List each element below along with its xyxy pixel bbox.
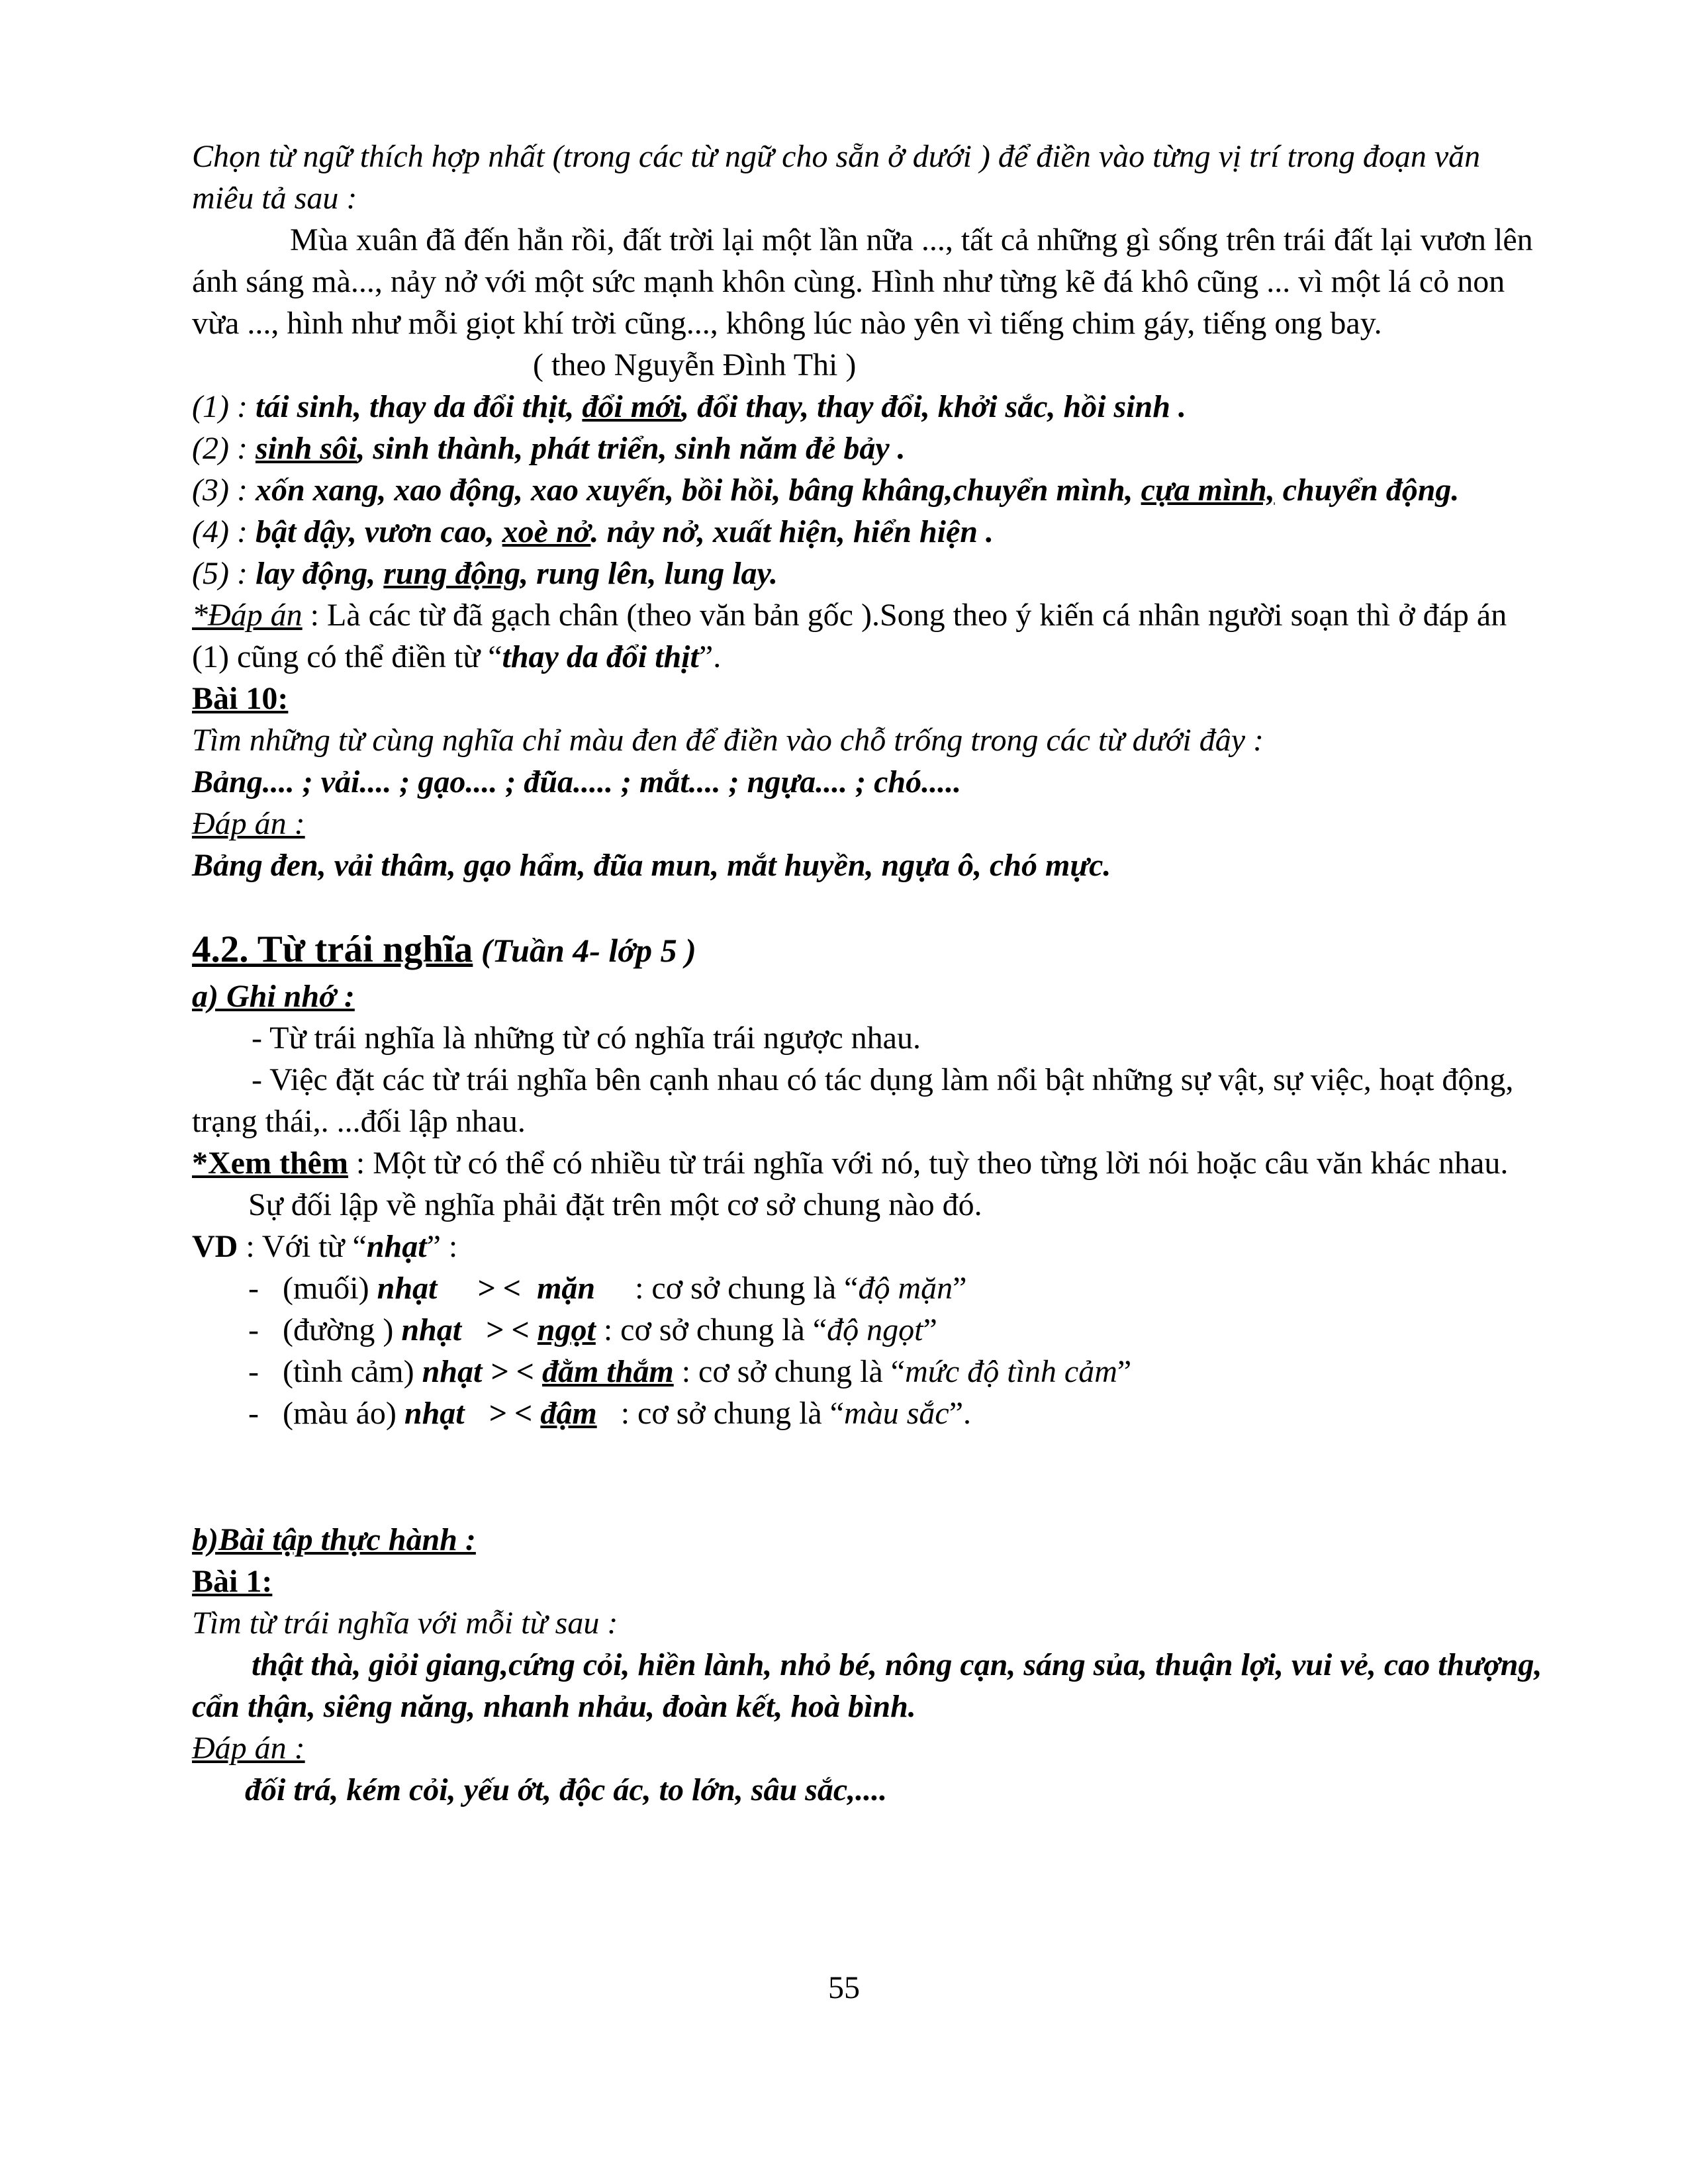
ex10-prompt: Tìm những từ cùng nghĩa chỉ màu đen để điền vào chỗ trống trong các từ dưới đây : (192, 723, 1264, 758)
vd-4-post: : cơ sở chung là “ (596, 1396, 845, 1431)
ex10-heading: Bài 10: (192, 681, 289, 716)
vd-tail: ” : (426, 1229, 458, 1264)
ex9-passage: Mùa xuân đã đến hẳn rồi, đất trời lại một lần nữa ..., tất cả những gì sống trên trái đất lại vươn lên ánh sáng mà..., nảy nở với một sức mạnh khôn cùng. Hình như từng kẽ đá khô cũng ... vì một lá cỏ non vừa ..., hình như mỗi giọt khí trời cũng..., không lúc nào yên vì tiếng chim gáy, tiếng ong bay. (192, 222, 1533, 341)
page-number: 55 (828, 1970, 860, 2005)
section-title: 4.2. Từ trái nghĩa (192, 929, 473, 970)
basis-note: Sự đối lập về nghĩa phải đặt trên một cơ sở chung nào đó. (248, 1187, 982, 1222)
option-5-after: , rung lên, lung lay. (520, 556, 778, 591)
vd-3-relation: > < (482, 1354, 543, 1389)
bai-1-words: thật thà, giỏi giang,cứng cỏi, hiền lành, nhỏ bé, nông cạn, sáng sủa, thuận lợi, vui vẻ, cao thượng, cẩn thận, siêng năng, nhanh nhảu, đoàn kết, hoà bình. (192, 1647, 1542, 1724)
vd-2-word: nhạt (401, 1312, 462, 1347)
ex9-answer-text: : Là các từ đã gạch chân (theo văn bản gốc ).Song theo ý kiến cá nhân người soạn thì ở đáp án (1) cũng có thể điền từ “ (192, 598, 1507, 674)
bai-1-prompt: Tìm từ trái nghĩa với mỗi từ sau : (192, 1606, 618, 1641)
option-5-sep: : (228, 556, 256, 591)
option-4-underlined-answer: xoè nở (502, 514, 591, 549)
xem-them-note (192, 1142, 1546, 1184)
vd-3-basis: mức độ tình cảm (905, 1354, 1117, 1389)
bai-1-heading: Bài 1: (192, 1564, 273, 1599)
option-4-sep: : (228, 514, 256, 549)
option-2-label: (2) (192, 431, 229, 466)
vd-4-antonym: đậm (540, 1396, 597, 1431)
practice-heading: b)Bài tập thực hành : (192, 1522, 476, 1557)
vd-line (192, 1226, 1546, 1267)
ex9-option-5 (192, 553, 1546, 594)
vd-1-relation: > < (437, 1271, 538, 1306)
option-1-before: tái sinh, thay da đổi thịt, (255, 389, 583, 424)
ex9-option-1 (192, 386, 1546, 428)
vd-2-end: ” (923, 1312, 937, 1347)
option-5-label: (5) (192, 556, 229, 591)
option-2-underlined-answer: sinh sôi (255, 431, 357, 466)
vd-4-end: ”. (949, 1396, 971, 1431)
option-4-before: bật dậy, vươn cao, (255, 514, 502, 549)
option-4-after: . nảy nở, xuất hiện, hiển hiện . (590, 514, 994, 549)
section-subtitle: (Tuần 4- lớp 5 ) (473, 932, 696, 969)
ex10-blanks: Bảng.... ; vải.... ; gạo.... ; đũa..... ; mắt.... ; ngựa.... ; chó..... (192, 764, 962, 799)
vd-2-post: : cơ sở chung là “ (595, 1312, 827, 1347)
vd-example-2 (192, 1309, 1546, 1351)
vd-2-antonym: ngọt (537, 1312, 596, 1347)
vd-4-pre: - (màu áo) (248, 1396, 404, 1431)
ex9-answer-label: *Đáp án (192, 598, 303, 633)
ex9-attribution: ( theo Nguyễn Đình Thi ) (533, 347, 857, 383)
section-4-2-heading (192, 925, 1546, 976)
vd-example-1 (192, 1267, 1546, 1309)
vd-example-4 (192, 1392, 1546, 1434)
ghi-nho-point-2: - Việc đặt các từ trái nghĩa bên cạnh nhau có tác dụng làm nổi bật những sự vật, sự việc, hoạt động, trạng thái,. ...đối lập nhau. (192, 1062, 1514, 1139)
ex10-answer-label: Đáp án : (192, 806, 305, 841)
vd-4-word: nhạt (404, 1396, 465, 1431)
vd-1-pre: - (muối) (248, 1271, 377, 1306)
option-1-sep: : (228, 389, 256, 424)
vd-1-basis: độ mặn (858, 1271, 953, 1306)
option-3-underlined-answer: cựa mình, (1141, 473, 1275, 508)
ghi-nho-point-1: - Từ trái nghĩa là những từ có nghĩa trái ngược nhau. (252, 1021, 921, 1056)
vd-3-end: ” (1117, 1354, 1132, 1389)
xem-them-label: *Xem thêm (192, 1146, 348, 1181)
option-3-label: (3) (192, 473, 229, 508)
ghi-nho-heading: a) Ghi nhớ : (192, 979, 355, 1014)
option-1-label: (1) (192, 389, 229, 424)
option-5-before: lay động, (255, 556, 384, 591)
vd-4-basis: màu sắc (844, 1396, 949, 1431)
option-3-sep: : (228, 473, 256, 508)
vd-2-relation: > < (461, 1312, 538, 1347)
vd-label: VD (192, 1229, 238, 1264)
ex9-prompt: Chọn từ ngữ thích hợp nhất (trong các từ ngữ cho sẵn ở dưới ) để điền vào từng vị trí trong đoạn văn miêu tả sau : (192, 139, 1481, 216)
option-1-after: , đổi thay, thay đổi, khởi sắc, hồi sinh . (681, 389, 1186, 424)
ex9-answer (192, 594, 1546, 678)
bai-1-answer: đối trá, kém cỏi, yếu ớt, độc ác, to lớn, sâu sắc,.... (245, 1772, 888, 1807)
vd-1-end: ” (953, 1271, 967, 1306)
ex9-answer-closing: ”. (698, 639, 722, 674)
vd-2-basis: độ ngọt (827, 1312, 923, 1347)
vd-2-pre: - (đường ) (248, 1312, 402, 1347)
option-2-after: , sinh thành, phát triển, sinh năm đẻ bảy . (357, 431, 906, 466)
xem-them-text: : Một từ có thể có nhiều từ trái nghĩa với nó, tuỳ theo từng lời nói hoặc câu văn khác nhau. (348, 1146, 1509, 1181)
vd-4-relation: > < (464, 1396, 541, 1431)
option-4-label: (4) (192, 514, 229, 549)
vd-3-antonym: đằm thắm (542, 1354, 674, 1389)
option-3-after: chuyển động. (1274, 473, 1460, 508)
bai-1-answer-label: Đáp án : (192, 1731, 305, 1766)
ex9-option-3 (192, 469, 1546, 511)
ex9-answer-term: thay da đổi thịt (502, 639, 699, 674)
vd-1-antonym: mặn (537, 1271, 596, 1306)
option-1-underlined-answer: đổi mới (582, 389, 682, 424)
vd-3-word: nhạt (422, 1354, 483, 1389)
vd-intro: : Với từ “ (238, 1229, 367, 1264)
vd-example-3 (192, 1351, 1546, 1392)
option-3-before: xốn xang, xao động, xao xuyến, bồi hồi, bâng khâng,chuyển mình, (255, 473, 1141, 508)
vd-1-word: nhạt (377, 1271, 438, 1306)
vd-3-post: : cơ sở chung là “ (673, 1354, 906, 1389)
option-2-sep: : (228, 431, 256, 466)
ex10-answer: Bảng đen, vải thâm, gạo hẩm, đũa mun, mắt huyền, ngựa ô, chó mực. (192, 848, 1111, 883)
ex9-option-4 (192, 511, 1546, 553)
ex9-option-2 (192, 428, 1546, 469)
vd-term: nhạt (366, 1229, 427, 1264)
option-5-underlined-answer: rung động (383, 556, 521, 591)
vd-3-pre: - (tình cảm) (248, 1354, 422, 1389)
vd-1-post: : cơ sở chung là “ (595, 1271, 859, 1306)
